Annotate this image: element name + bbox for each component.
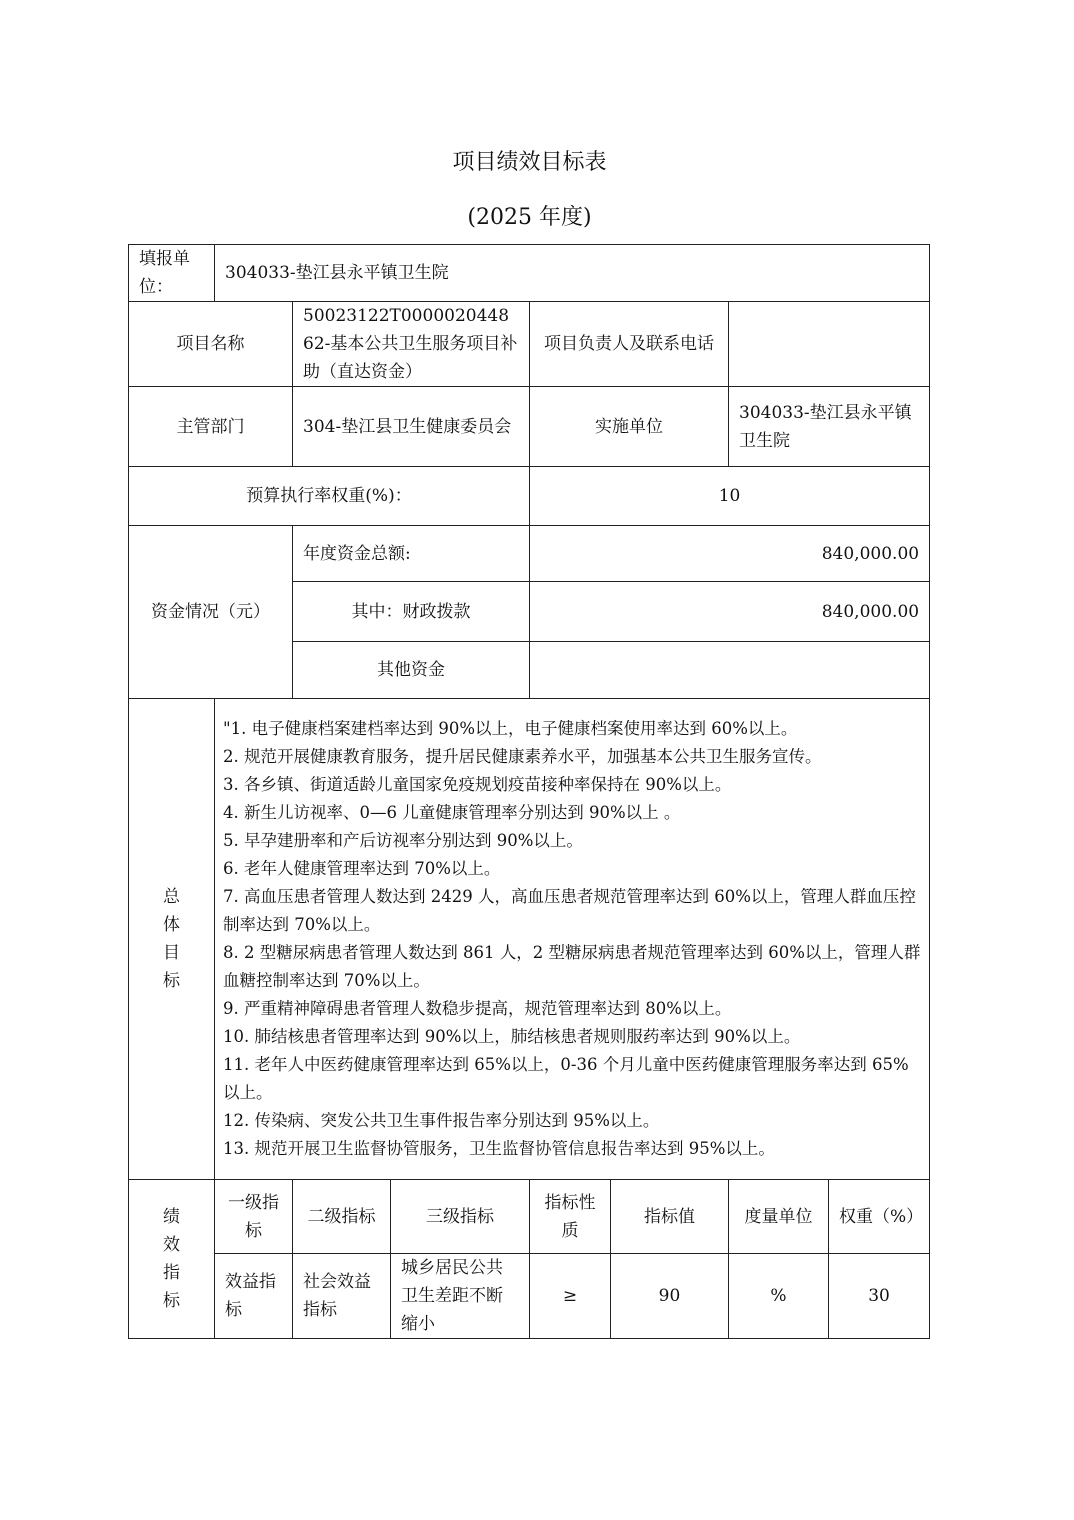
funds-fiscal-value: 840,000.00 (530, 582, 930, 642)
goal-item: 10. 肺结核患者管理率达到 90%以上，肺结核患者规则服药率达到 90%以上。 (223, 1027, 801, 1046)
goals-label-char: 目 (163, 943, 180, 963)
goal-item: 13. 规范开展卫生监督协管服务，卫生监督协管信息报告率达到 95%以上。 (223, 1139, 775, 1158)
funds-label: 资金情况（元） (129, 526, 293, 699)
funds-total-row (129, 526, 930, 582)
indicator-header-row (129, 1180, 930, 1254)
goals-label (129, 699, 215, 1180)
goals-label-char: 总 (163, 887, 180, 907)
funds-other-value (530, 642, 930, 699)
indicators-label (129, 1180, 215, 1339)
goals-label-char: 体 (163, 915, 180, 935)
dept-value: 304-垫江县卫生健康委员会 (293, 387, 530, 467)
goal-item: 3. 各乡镇、街道适龄儿童国家免疫规划疫苗接种率保持在 90%以上。 (223, 775, 732, 794)
budget-label: 预算执行率权重(%)： (129, 467, 530, 526)
indicator-level2: 社会效益指标 (293, 1254, 391, 1339)
header-weight: 权重（%） (829, 1180, 930, 1254)
header-unit: 度量单位 (729, 1180, 829, 1254)
budget-value: 10 (530, 467, 930, 526)
funds-other-label: 其他资金 (293, 642, 530, 699)
goal-item: 11. 老年人中医药健康管理率达到 65%以上，0-36 个月儿童中医药健康管理服务率达到 65%以上。 (223, 1055, 909, 1102)
performance-table (128, 244, 930, 1339)
impl-value: 304033-垫江县永平镇卫生院 (729, 387, 930, 467)
goal-item: 6. 老年人健康管理率达到 70%以上。 (223, 859, 501, 878)
impl-label: 实施单位 (530, 387, 729, 467)
goal-item: 2. 规范开展健康教育服务，提升居民健康素养水平，加强基本公共卫生服务宣传。 (223, 747, 822, 766)
indicator-nature: ≥ (530, 1254, 611, 1339)
header-level2: 二级指标 (293, 1180, 391, 1254)
funds-fiscal-label: 其中：财政拨款 (293, 582, 530, 642)
goals-label-char: 标 (163, 971, 180, 991)
indicator-row (129, 1254, 930, 1339)
funds-total-label: 年度资金总额: (293, 526, 530, 582)
funds-total-value: 840,000.00 (530, 526, 930, 582)
goal-item: 9. 严重精神障碍患者管理人数稳步提高，规范管理率达到 80%以上。 (223, 999, 732, 1018)
page-title: 项目绩效目标表 (452, 150, 607, 175)
contact-label: 项目负责人及联系电话 (530, 302, 729, 387)
year-subtitle: (2025 年度) (467, 205, 592, 230)
header-nature: 指标性质 (530, 1180, 611, 1254)
dept-label: 主管部门 (129, 387, 293, 467)
goal-item: "1. 电子健康档案建档率达到 90%以上，电子健康档案使用率达到 60%以上。 (223, 719, 798, 738)
indicator-value: 90 (611, 1254, 729, 1339)
goals-row (129, 699, 930, 1180)
unit-row (129, 245, 930, 302)
indicator-unit: % (729, 1254, 829, 1339)
project-row (129, 302, 930, 387)
header-level1: 一级指标 (215, 1180, 293, 1254)
goal-item: 4. 新生儿访视率、0—6 儿童健康管理率分别达到 90%以上 。 (223, 803, 681, 822)
goal-item: 12. 传染病、突发公共卫生事件报告率分别达到 95%以上。 (223, 1111, 660, 1130)
budget-row (129, 467, 930, 526)
indicator-level3: 城乡居民公共卫生差距不断缩小 (391, 1254, 530, 1339)
header-level3: 三级指标 (391, 1180, 530, 1254)
indicator-weight: 30 (829, 1254, 930, 1339)
goals-content (215, 699, 930, 1180)
indicators-label-char: 效 (163, 1235, 180, 1255)
dept-row (129, 387, 930, 467)
project-name-value: 50023122T000002044862-基本公共卫生服务项目补助（直达资金） (293, 302, 530, 387)
unit-label: 填报单位： (129, 245, 215, 302)
header-value: 指标值 (611, 1180, 729, 1254)
goal-item: 8. 2 型糖尿病患者管理人数达到 861 人，2 型糖尿病患者规范管理率达到 60%以上，管理人群血糖控制率达到 70%以上。 (223, 943, 921, 990)
indicator-level1: 效益指标 (215, 1254, 293, 1339)
indicators-label-char: 标 (163, 1291, 180, 1311)
indicators-label-char: 指 (163, 1263, 180, 1283)
unit-value: 304033-垫江县永平镇卫生院 (215, 245, 930, 302)
project-name-label: 项目名称 (129, 302, 293, 387)
indicators-label-char: 绩 (163, 1207, 180, 1227)
goal-item: 5. 早孕建册率和产后访视率分别达到 90%以上。 (223, 831, 583, 850)
contact-value (729, 302, 930, 387)
goal-item: 7. 高血压患者管理人数达到 2429 人，高血压患者规范管理率达到 60%以上，管理人群血压控制率达到 70%以上。 (223, 887, 916, 934)
